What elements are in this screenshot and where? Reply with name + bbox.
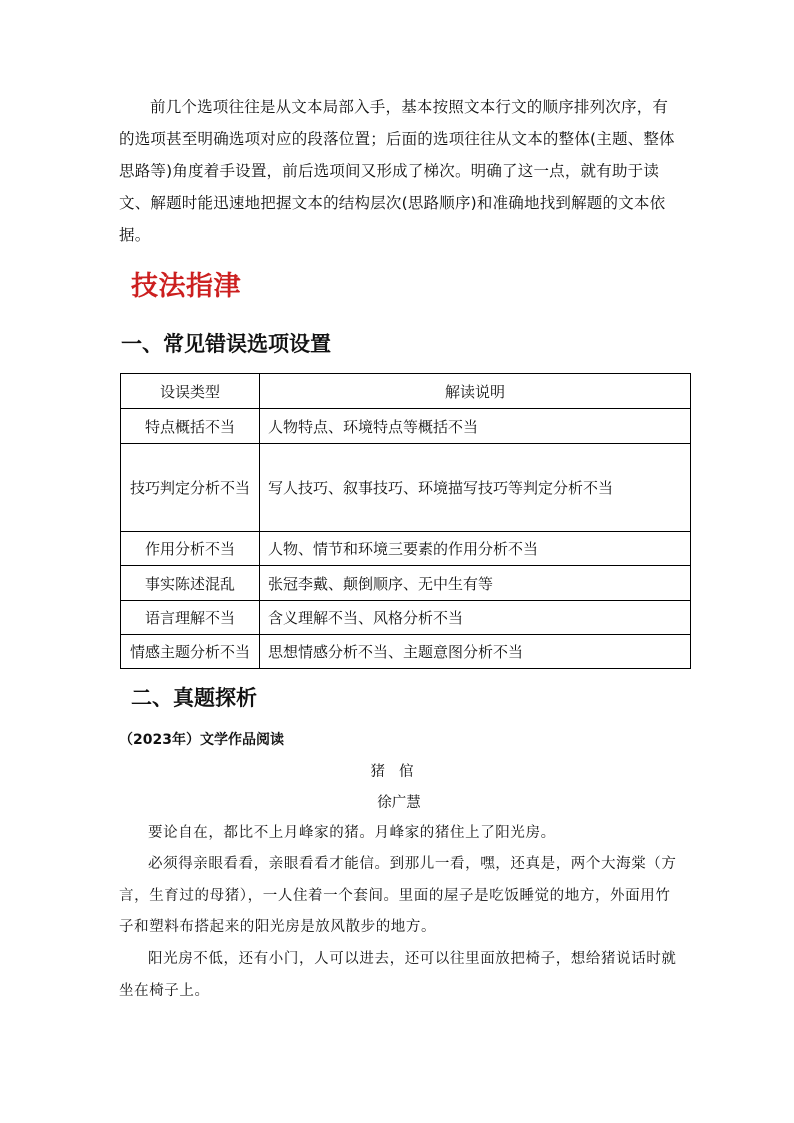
story-title: 猪倌 (370, 764, 428, 780)
table-row (121, 532, 691, 566)
row-desc: 写人技巧、叙事技巧、环境描写技巧等判定分析不当 (260, 444, 691, 532)
header-desc: 解读说明 (260, 374, 691, 409)
source-line: （2023年）文学作品阅读 (119, 732, 284, 748)
intro-paragraph: 前几个选项往往是从文本局部入手，基本按照文本行文的顺序排列次序，有的选项甚至明确选项对应的段落位置；后面的选项往往从文本的整体(主题、整体思路等)角度着手设置，前后选项间又形成了梯次。明确了这一点，就有助于读文、解题时能迅速地把握文本的结构层次(思路顺序)和准确地找到解题的文本依据。 (119, 98, 675, 244)
table-row (121, 444, 691, 532)
row-desc: 含义理解不当、风格分析不当 (260, 601, 691, 635)
table-row (121, 566, 691, 601)
story-author: 徐广慧 (377, 795, 421, 811)
section1-heading: 一、常见错误选项设置 (121, 332, 331, 356)
row-desc: 思想情感分析不当、主题意图分析不当 (260, 635, 691, 669)
section-title: 技法指津 (131, 271, 241, 302)
row-type: 语言理解不当 (121, 601, 260, 635)
row-desc: 张冠李戴、颠倒顺序、无中生有等 (260, 566, 691, 601)
row-type: 特点概括不当 (121, 409, 260, 444)
table-row (121, 635, 691, 669)
row-type: 技巧判定分析不当 (121, 444, 260, 532)
table-header-row (121, 374, 691, 409)
error-options-table (120, 373, 691, 669)
section2-heading: 二、真题探析 (131, 686, 257, 710)
row-type: 作用分析不当 (121, 532, 260, 566)
row-type: 事实陈述混乱 (121, 566, 260, 601)
header-type: 设误类型 (121, 374, 260, 409)
story-paragraph-1: 要论自在，都比不上月峰家的猪。月峰家的猪住上了阳光房。 (148, 825, 556, 841)
table-row (121, 601, 691, 635)
row-desc: 人物特点、环境特点等概括不当 (260, 409, 691, 444)
row-desc: 人物、情节和环境三要素的作用分析不当 (260, 532, 691, 566)
row-type: 情感主题分析不当 (121, 635, 260, 669)
story-paragraph-3: 阳光房不低，还有小门，人可以进去，还可以往里面放把椅子，想给猪说话时就坐在椅子上。 (119, 951, 677, 999)
table-row (121, 409, 691, 444)
story-paragraph-2: 必须得亲眼看看，亲眼看看才能信。到那儿一看，嘿，还真是，两个大海棠（方言，生育过的母猪），一人住着一个套间。里面的屋子是吃饭睡觉的地方，外面用竹子和塑料布搭起来的阳光房是放风散步的地方。 (119, 856, 677, 935)
